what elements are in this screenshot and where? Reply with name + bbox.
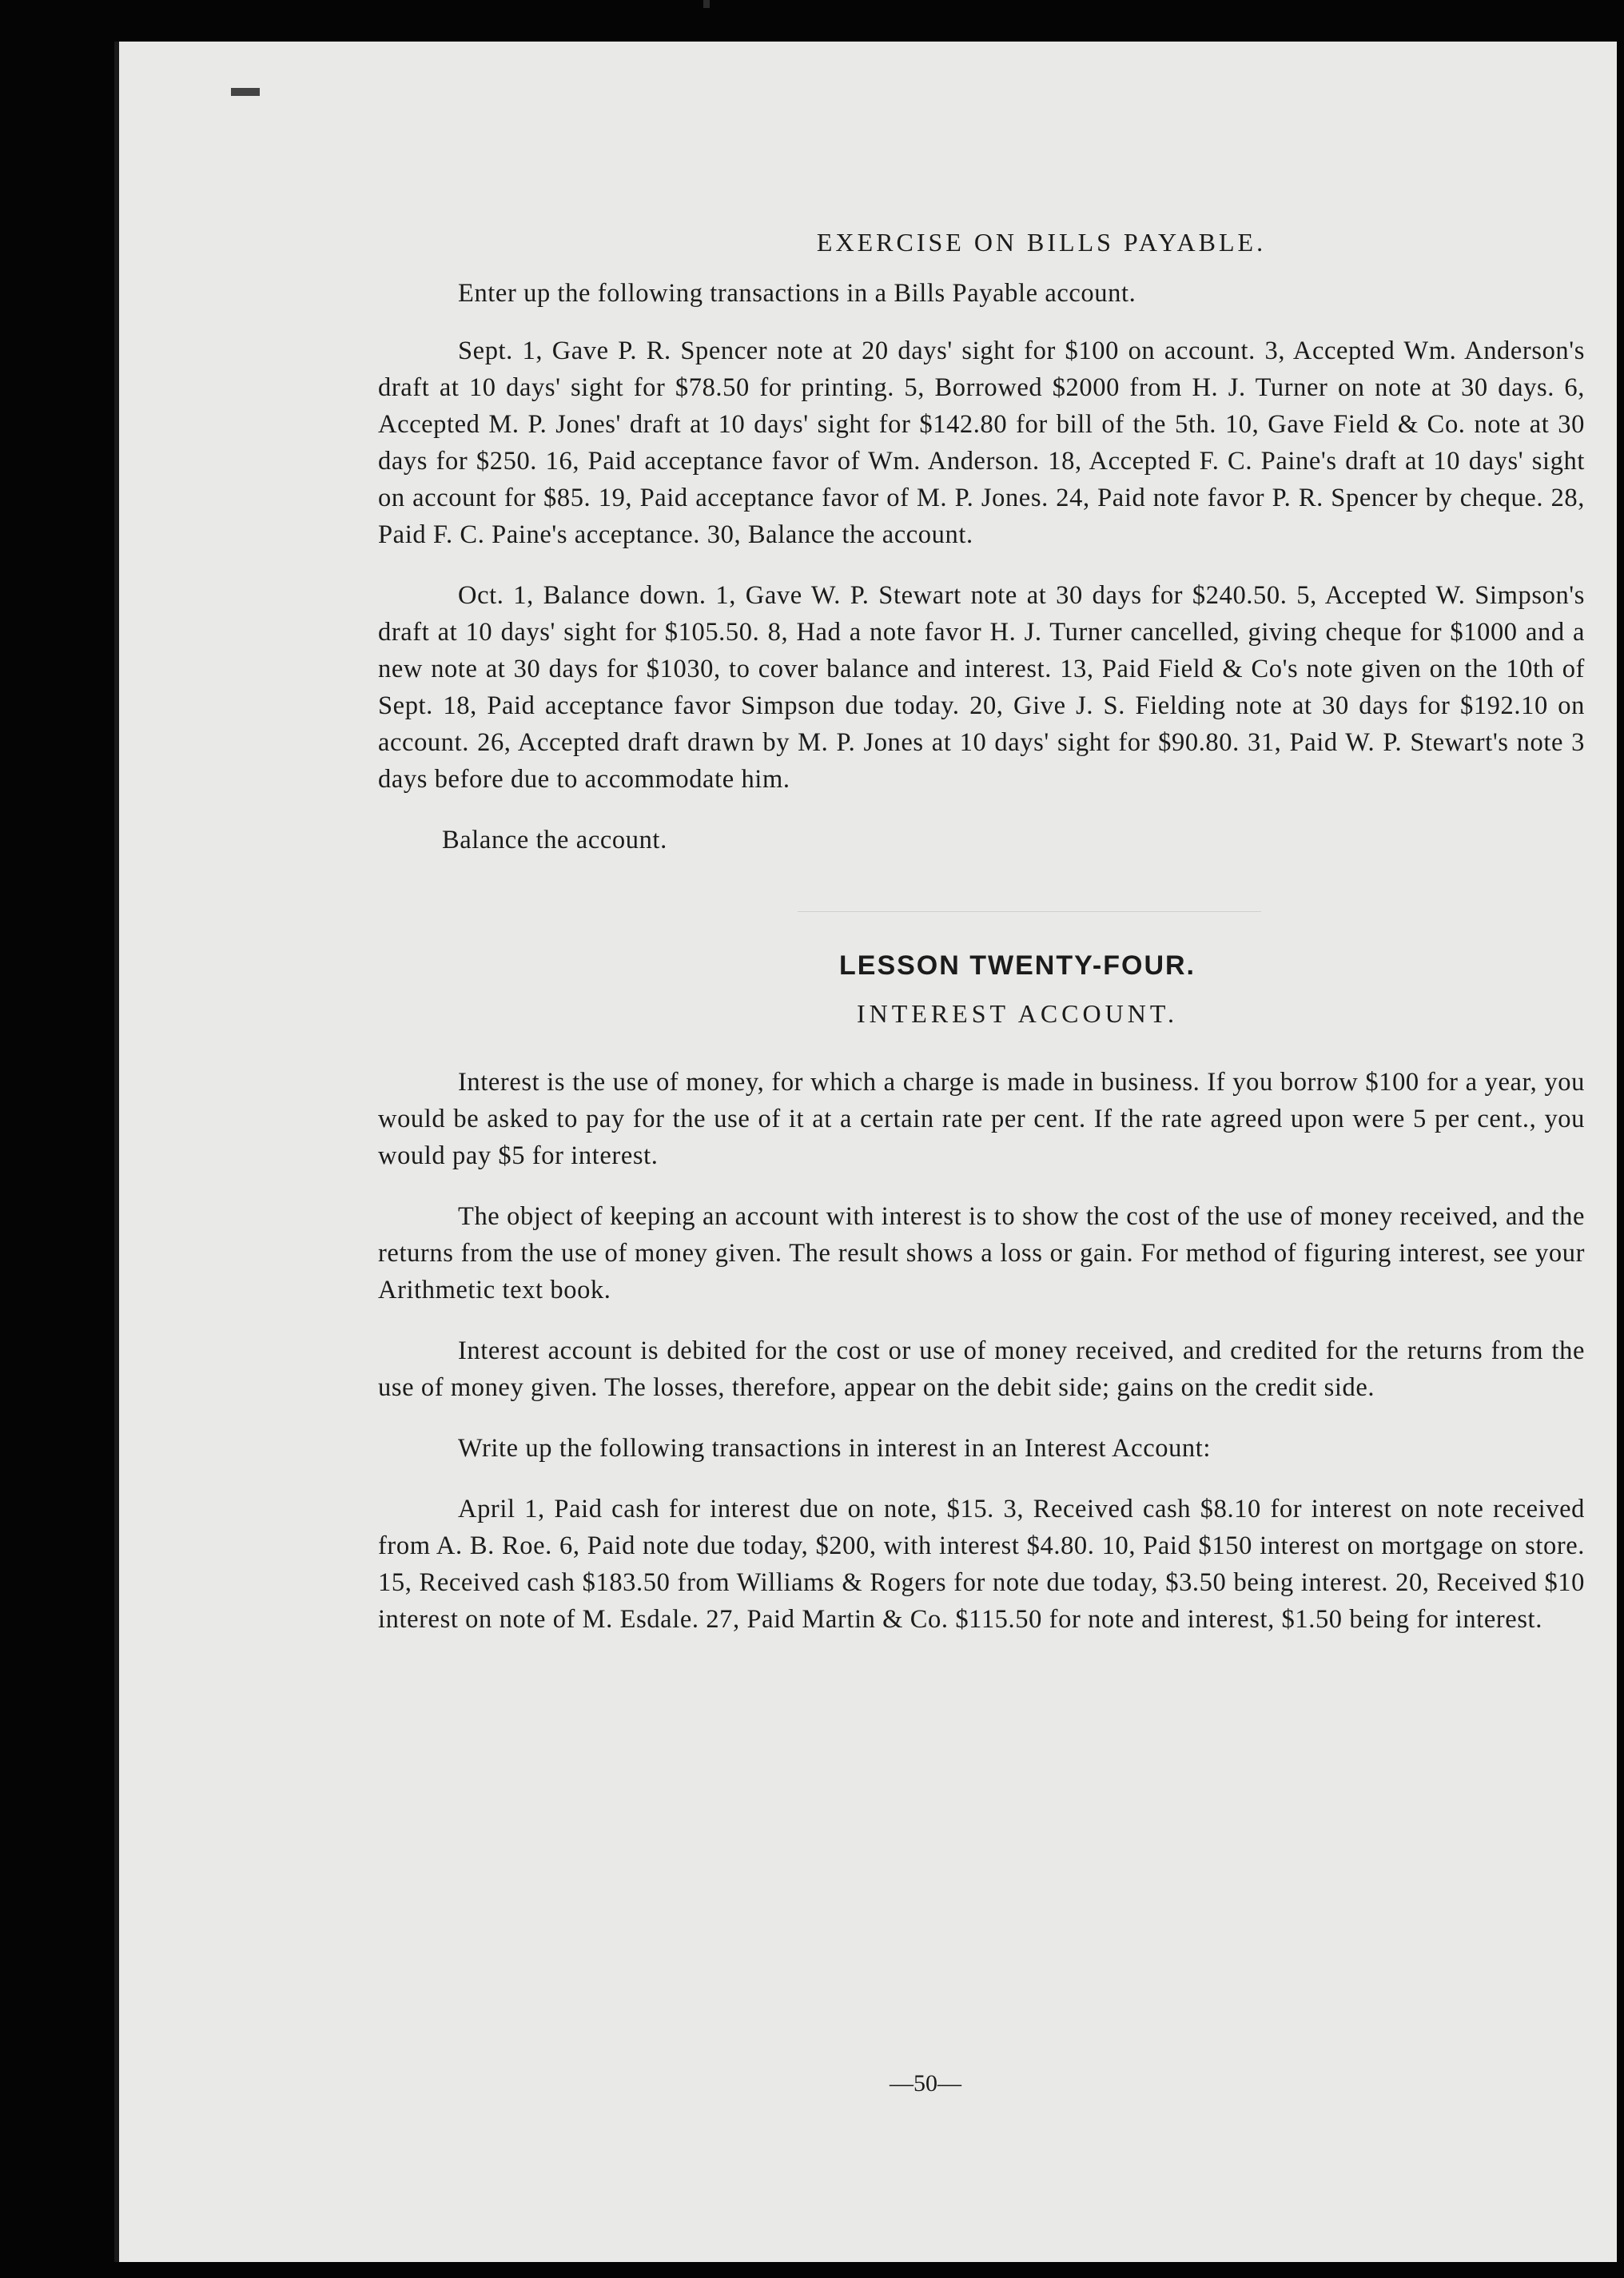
book-page: [114, 42, 1617, 2262]
page-number: —50—: [890, 2070, 961, 2097]
interest-purpose: The object of keeping an account with interest is to show the cost of the use of money received, and the returns from the use of money given. The result shows a loss or gain. For method of figuring interest, see your Arithmetic text book.: [378, 1202, 1585, 1304]
exercise-title: EXERCISE ON BILLS PAYABLE.: [816, 228, 1267, 257]
exercise-closing: Balance the account.: [442, 826, 667, 854]
interest-definition: Interest is the use of money, for which a charge is made in business. If you borrow $100 for a year, you would be asked to pay for the use of it at a certain rate per cent. If the rate agreed upon were 5 per cent., you would pay $5 for interest.: [378, 1068, 1585, 1170]
lesson-subtitle: INTEREST ACCOUNT.: [856, 999, 1179, 1028]
exercise-instruction: Enter up the following transactions in a Bills Payable account.: [458, 279, 1136, 308]
october-transactions: Oct. 1, Balance down. 1, Gave W. P. Stewart note at 30 days for $240.50. 5, Accepted W. Simpson's draft at 10 days' sight for $105.50. 8, Had a note favor H. J. Turner cancelled, giving cheque for $1000 and a new note at 30 days for $1030, to cover balance and interest. 13, Paid Field & Co's note given on the 10th of Sept. 18, Paid acceptance favor Simpson due today. 20, Give J. S. Fielding note at 30 days for $192.10 on account. 26, Accepted draft drawn by M. P. Jones at 10 days' sight for $90.80. 31, Paid W. P. Stewart's note 3 days before due to accommodate him.: [378, 581, 1585, 794]
scan-artifact: [703, 0, 710, 8]
interest-debit-credit: Interest account is debited for the cost or use of money received, and credited for the returns from the use of money given. The losses, therefore, appear on the debit side; gains on the credit side.: [378, 1336, 1585, 1402]
exercise-section: [378, 224, 1585, 858]
lesson-title: LESSON TWENTY-FOUR.: [839, 950, 1196, 981]
september-transactions: Sept. 1, Gave P. R. Spencer note at 20 days' sight for $100 on account. 3, Accepted Wm. Anderson's draft at 10 days' sight for $78.50 for printing. 5, Borrowed $2000 from H. J. Turner on note at 30 days. 6, Accepted M. P. Jones' draft at 10 days' sight for $142.80 for bill of the 5th. 10, Gave Field & Co. note at 30 days for $250. 16, Paid acceptance favor of Wm. Anderson. 18, Accepted F. C. Paine's draft at 10 days' sight on account for $85. 19, Paid acceptance favor of M. P. Jones. 24, Paid note favor P. R. Spencer by cheque. 28, Paid F. C. Paine's acceptance. 30, Balance the account.: [378, 337, 1585, 549]
scan-artifact: [231, 88, 260, 96]
april-transactions: April 1, Paid cash for interest due on note, $15. 3, Received cash $8.10 for interest on note received from A. B. Roe. 6, Paid note due today, $200, with interest $4.80. 10, Paid $150 interest on mortgage on store. 15, Received cash $183.50 from Williams & Rogers for note due today, $3.50 being interest. 20, Received $10 interest on note of M. Esdale. 27, Paid Martin & Co. $115.50 for note and interest, $1.50 being for interest.: [378, 1495, 1585, 1634]
section-divider: [798, 911, 1261, 912]
interest-instruction: Write up the following transactions in interest in an Interest Account:: [458, 1434, 1212, 1463]
page-content: [378, 224, 1585, 1662]
lesson-section: [378, 947, 1585, 1638]
